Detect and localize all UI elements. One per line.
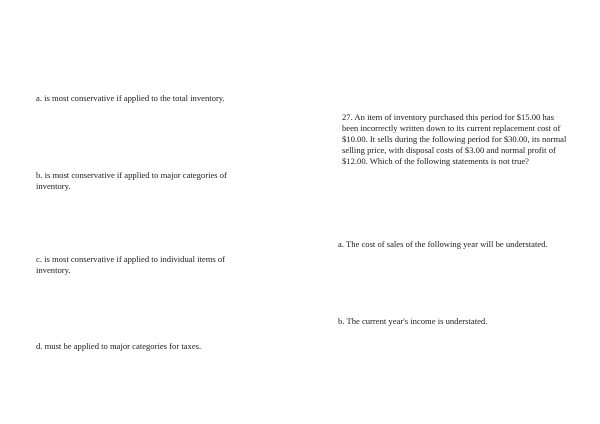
answer-option-a: a. is most conservative if applied to the total inventory. <box>36 93 225 103</box>
answer-option-c: c. is most conservative if applied to individual items of inventory. <box>36 254 226 275</box>
answer-option-d: d. must be applied to major categories for taxes. <box>36 341 202 351</box>
answer-option-b: b. is most conservative if applied to major categories of inventory. <box>36 170 227 191</box>
question-27-option-a: a. The cost of sales of the following year will be understated. <box>338 239 548 249</box>
question-27-option-b: b. The current year's income is understated. <box>338 316 488 326</box>
question-27-text: 27. An item of inventory purchased this period for $15.00 has been incorrectly written down to its current replacement cost of $10.00. It sells during the following period for $30.00, its normal selling price, with disposal costs of $3.00 and normal profit of $12.00. Which of the following statements is not true? <box>342 112 567 166</box>
